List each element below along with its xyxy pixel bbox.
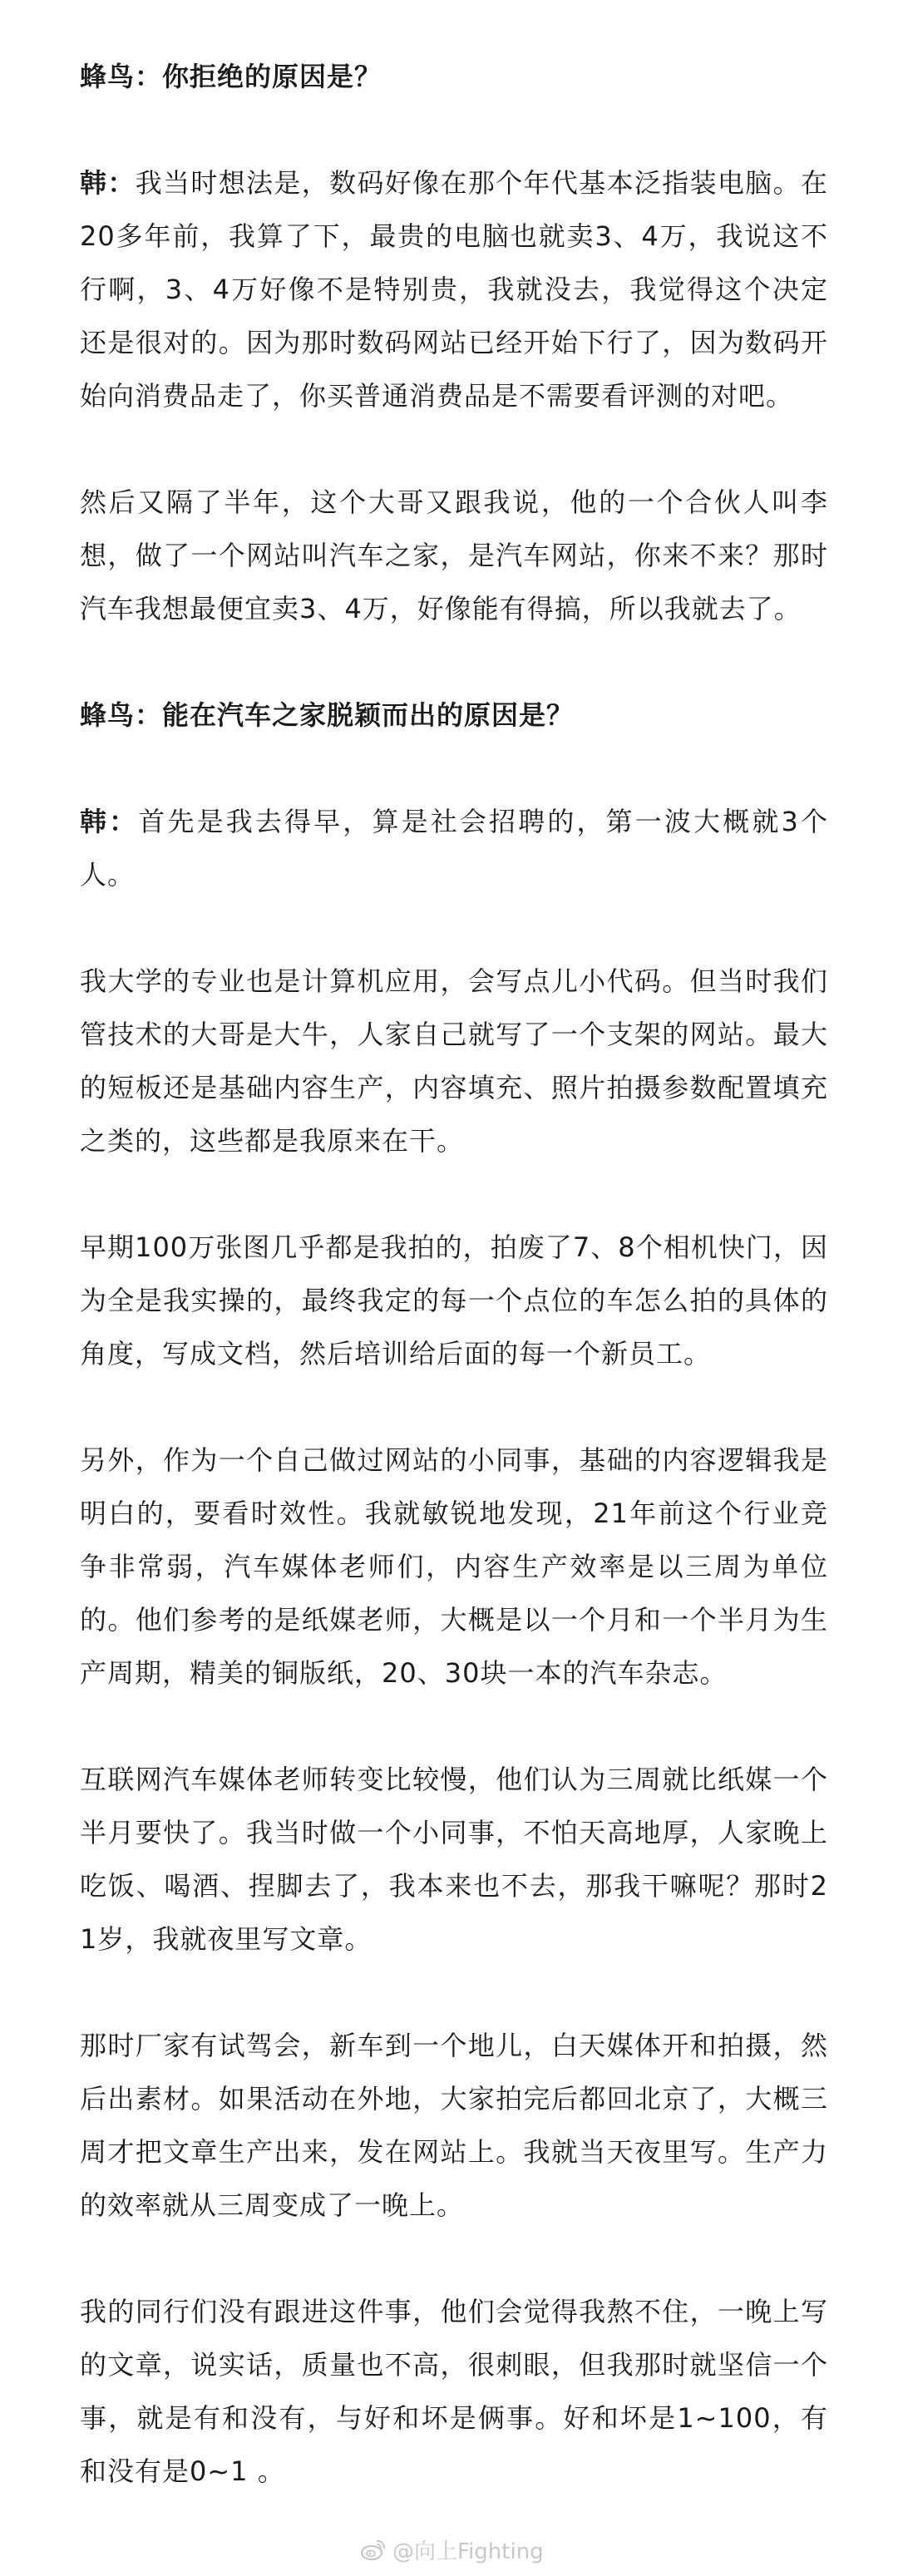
speaker-label: 蜂鸟： xyxy=(80,61,163,92)
body-paragraph xyxy=(80,2285,828,2498)
article-body xyxy=(80,50,828,2498)
answer-paragraph xyxy=(80,156,828,422)
watermark xyxy=(359,2534,544,2565)
question-paragraph xyxy=(80,688,828,742)
speaker-label: 蜂鸟： xyxy=(80,699,163,731)
paragraph-text: 早期100万张图几乎都是我拍的，拍废了7、8个相机快门，因为全是我实操的，最终我定的每一个点位的车怎么拍的具体的角度，写成文档，然后培训给后面的每一个新员工。 xyxy=(80,1231,828,1369)
body-paragraph xyxy=(80,476,828,635)
paragraph-text: 那时厂家有试驾会，新车到一个地儿，白天媒体开和拍摄，然后出素材。如果活动在外地，大家拍完后都回北京了，大概三周才把文章生产出来，发在网站上。我就当天夜里写。生产力的效率就从三周变成了一晚上。 xyxy=(80,2030,828,2221)
paragraph-text: 另外，作为一个自己做过网站的小同事，基础的内容逻辑我是明白的，要看时效性。我就敏锐地发现，21年前这个行业竞争非常弱，汽车媒体老师们，内容生产效率是以三周为单位的。他们参考的是纸媒老师，大概是以一个月和一个半月为生产周期，精美的铜版纸，20、30块一本的汽车杂志。 xyxy=(80,1444,828,1689)
answer-paragraph xyxy=(80,795,828,901)
paragraph-text: 互联网汽车媒体老师转变比较慢，他们认为三周就比纸媒一个半月要快了。我当时做一个小同事，不怕天高地厚，人家晚上吃饭、喝酒、捏脚去了，我本来也不去，那我干嘛呢？那时21岁，我就夜里写文章。 xyxy=(80,1764,828,1955)
paragraph-text: 你拒绝的原因是？ xyxy=(162,61,382,92)
body-paragraph xyxy=(80,2019,828,2232)
speaker-label: 韩： xyxy=(80,167,136,199)
body-paragraph xyxy=(80,955,828,1167)
paragraph-text: 首先是我去得早，算是社会招聘的，第一波大概就3个人。 xyxy=(80,806,828,891)
question-paragraph xyxy=(80,50,828,103)
weibo-icon xyxy=(359,2536,387,2564)
body-paragraph xyxy=(80,1221,828,1380)
paragraph-text: 然后又隔了半年，这个大哥又跟我说，他的一个合伙人叫李想，做了一个网站叫汽车之家，是汽车网站，你来不来？那时汽车我想最便宜卖3、4万，好像能有得搞，所以我就去了。 xyxy=(80,486,828,624)
paragraph-text: 我当时想法是，数码好像在那个年代基本泛指装电脑。在20多年前，我算了下，最贵的电脑也就卖3、4万，我说这不行啊，3、4万好像不是特别贵，我就没去，我觉得这个决定还是很对的。因为那时数码网站已经开始下行了，因为数码开始向消费品走了，你买普通消费品是不需要看评测的对吧。 xyxy=(80,167,828,412)
body-paragraph xyxy=(80,1753,828,1966)
body-paragraph xyxy=(80,1434,828,1700)
paragraph-text: 我大学的专业也是计算机应用，会写点儿小代码。但当时我们管技术的大哥是大牛，人家自己就写了一个支架的网站。最大的短板还是基础内容生产，内容填充、照片拍摄参数配置填充之类的，这些都是我原来在干。 xyxy=(80,965,828,1157)
watermark-text: @向上Fighting xyxy=(392,2539,544,2564)
speaker-label: 韩： xyxy=(80,806,139,837)
paragraph-text: 我的同行们没有跟进这件事，他们会觉得我熬不住，一晚上写的文章，说实话，质量也不高，很刺眼，但我那时就坚信一个事，就是有和没有，与好和坏是俩事。好和坏是1~100，有和没有是0~1 。 xyxy=(80,2296,828,2487)
paragraph-text: 能在汽车之家脱颖而出的原因是？ xyxy=(162,699,575,731)
